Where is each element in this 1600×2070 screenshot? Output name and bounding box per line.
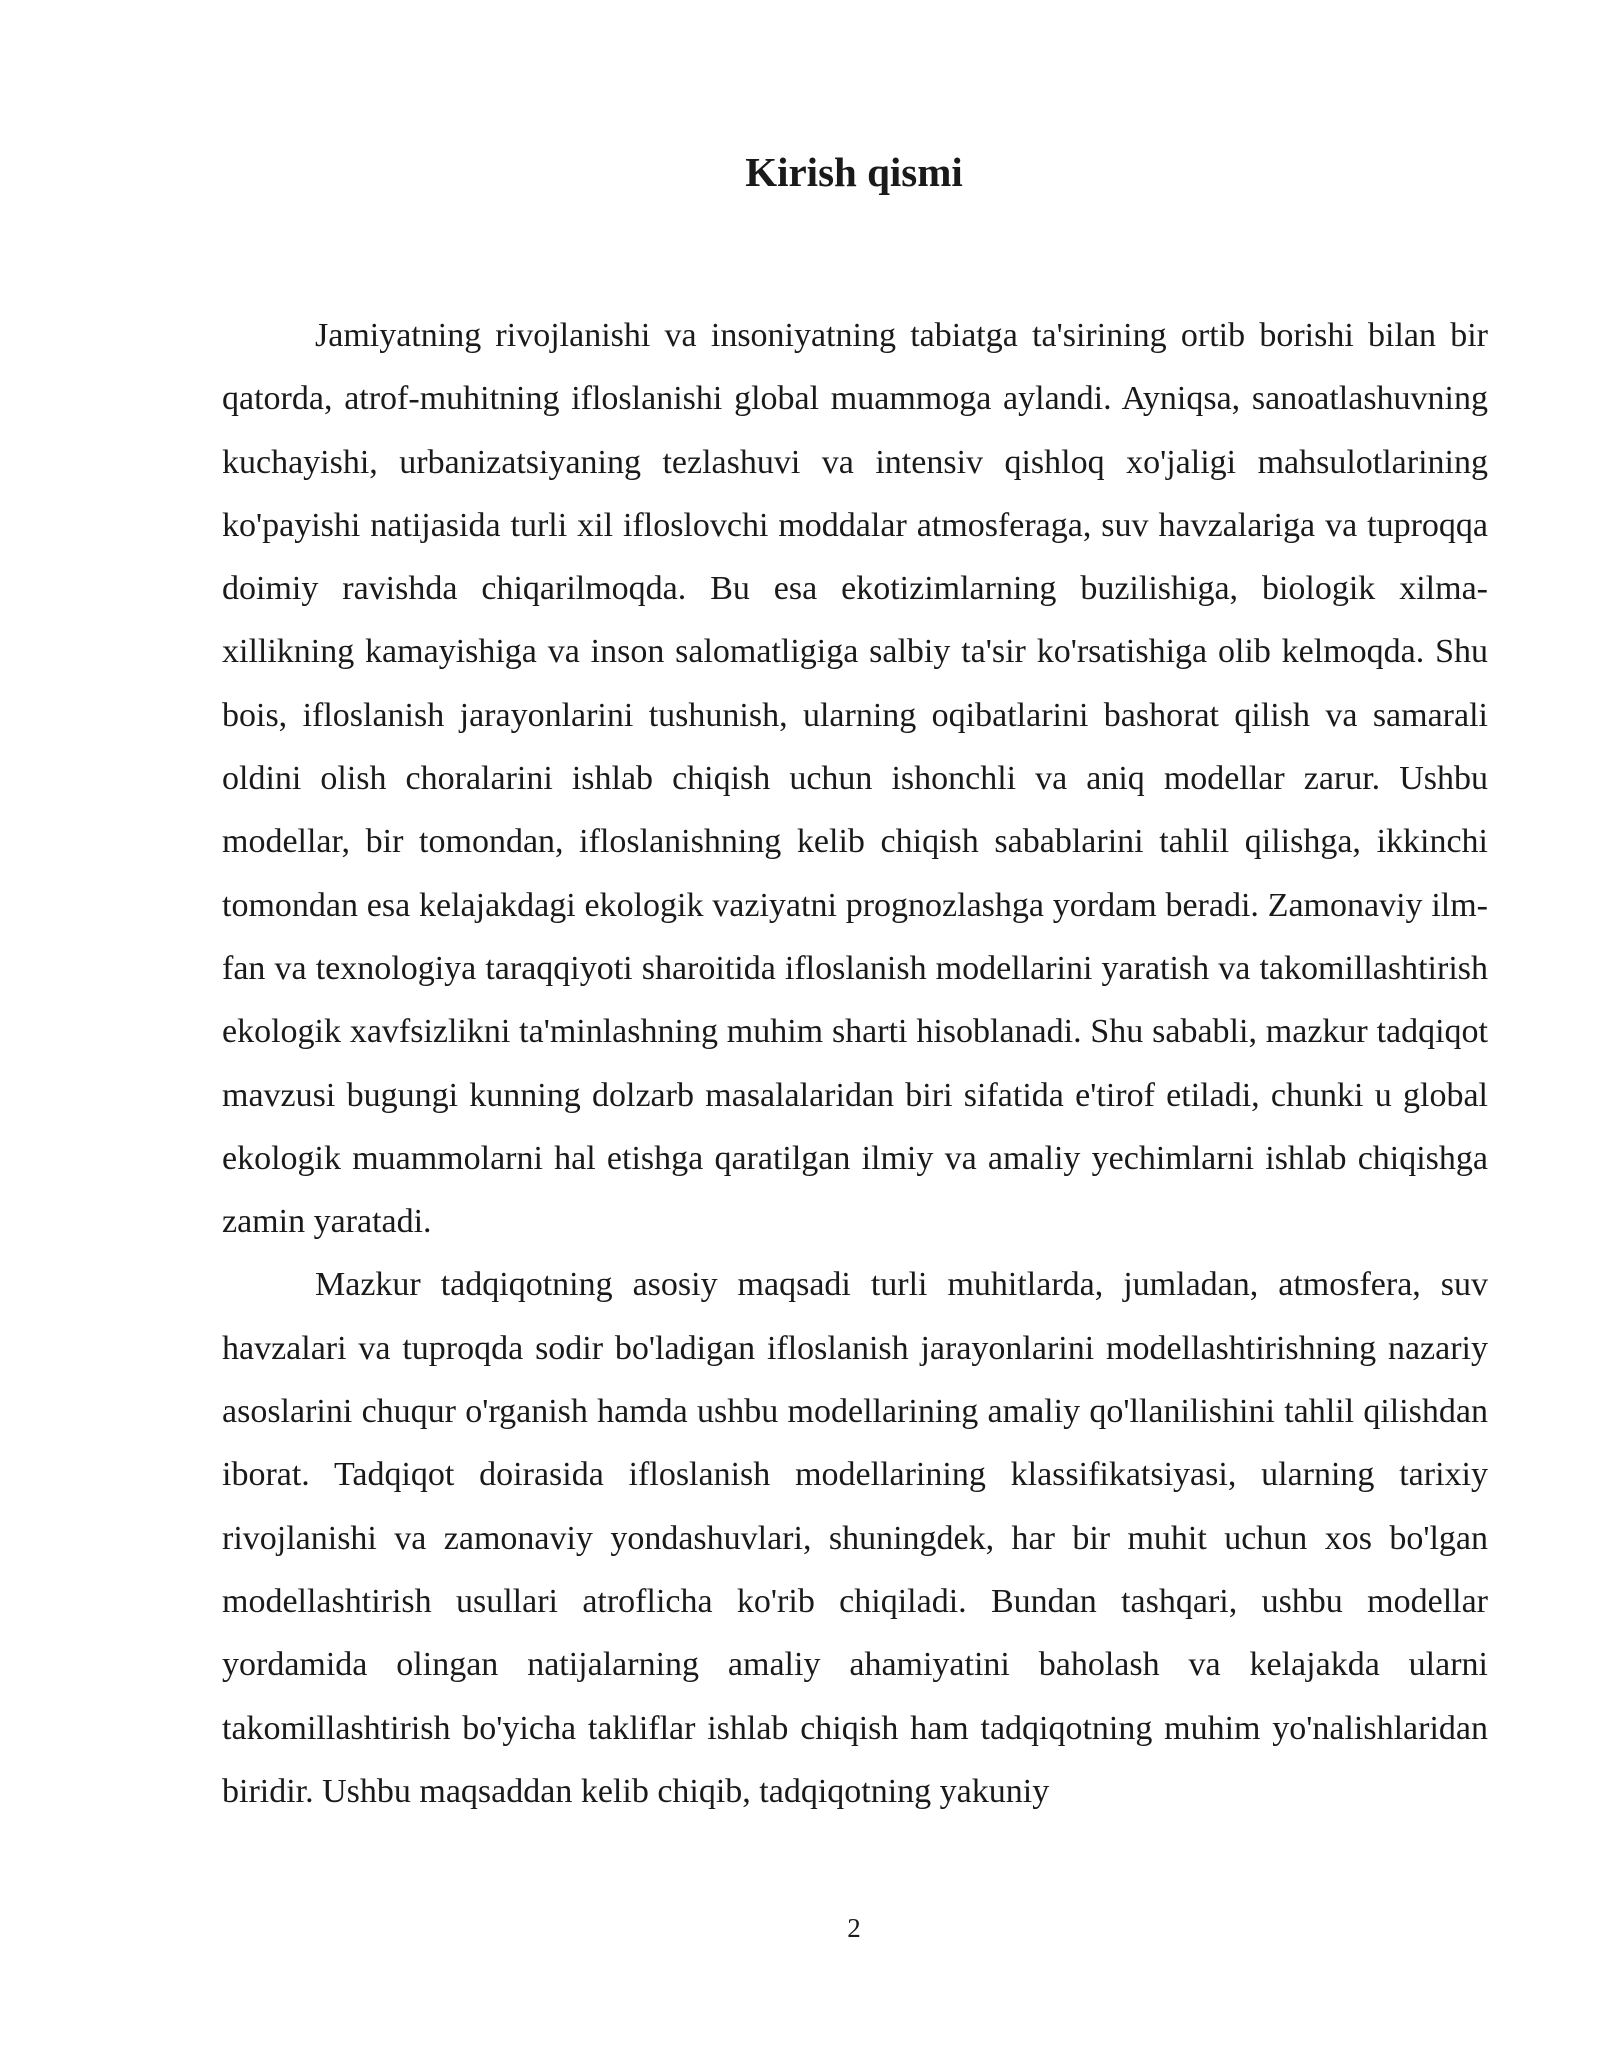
page-title: Kirish qismi — [745, 149, 963, 195]
body-text — [222, 304, 1488, 1823]
paragraph-1: Jamiyatning rivojlanishi va insoniyatning tabiatga ta'sirining ortib borishi bilan bir qatorda, atrof-muhitning ifloslanishi global muammoga aylandi. Ayniqsa, sanoatlashuvning kuchayishi, urbanizatsiyaning tezlashuvi va intensiv qishloq xo'jaligi mahsulotlarining ko'payishi natijasida turli xil ifloslovchi moddalar atmosferaga, suv havzalariga va tuproqqa doimiy ravishda chiqarilmoqda. Bu esa ekotizimlarning buzilishiga, biologik xilma-xillikning kamayishiga va inson salomatligiga salbiy ta'sir ko'rsatishiga olib kelmoqda. Shu bois, ifloslanish jarayonlarini tushunish, ularning oqibatlarini bashorat qilish va samarali oldini olish choralarini ishlab chiqish uchun ishonchli va aniq modellar zarur. Ushbu modellar, bir tomondan, ifloslanishning kelib chiqish sabablarini tahlil qilishga, ikkinchi tomondan esa kelajakdagi ekologik vaziyatni prognozlashga yordam beradi. Zamonaviy ilm-fan va texnologiya taraqqiyoti sharoitida ifloslanish modellarini yaratish va takomillashtirish ekologik xavfsizlikni ta'minlashning muhim sharti hisoblanadi. Shu sababli, mazkur tadqiqot mavzusi bugungi kunning dolzarb masalalaridan biri sifatida e'tirof etiladi, chunki u global ekologik muammolarni hal etishga qaratilgan ilmiy va amaliy yechimlarni ishlab chiqishga zamin yaratadi. — [222, 317, 1488, 1241]
page-number: 2 — [847, 1913, 861, 1943]
paragraph-2: Mazkur tadqiqotning asosiy maqsadi turli muhitlarda, jumladan, atmosfera, suv havzalari va tuproqda sodir bo'ladigan ifloslanish jarayonlarini modellashtirishning nazariy asoslarini chuqur o'rganish hamda ushbu modellarining amaliy qo'llanilishini tahlil qilishdan iborat. Tadqiqot doirasida ifloslanish modellarining klassifikatsiyasi, ularning tarixiy rivojlanishi va zamonaviy yondashuvlari, shuningdek, har bir muhit uchun xos bo'lgan modellashtirish usullari atroflicha ko'rib chiqiladi. Bundan tashqari, ushbu modellar yordamida olingan natijalarning amaliy ahamiyatini baholash va kelajakda ularni takomillashtirish bo'yicha takliflar ishlab chiqish ham tadqiqotning muhim yo'nalishlaridan biridir. Ushbu maqsaddan kelib chiqib, tadqiqotning yakuniy — [222, 1266, 1488, 1810]
